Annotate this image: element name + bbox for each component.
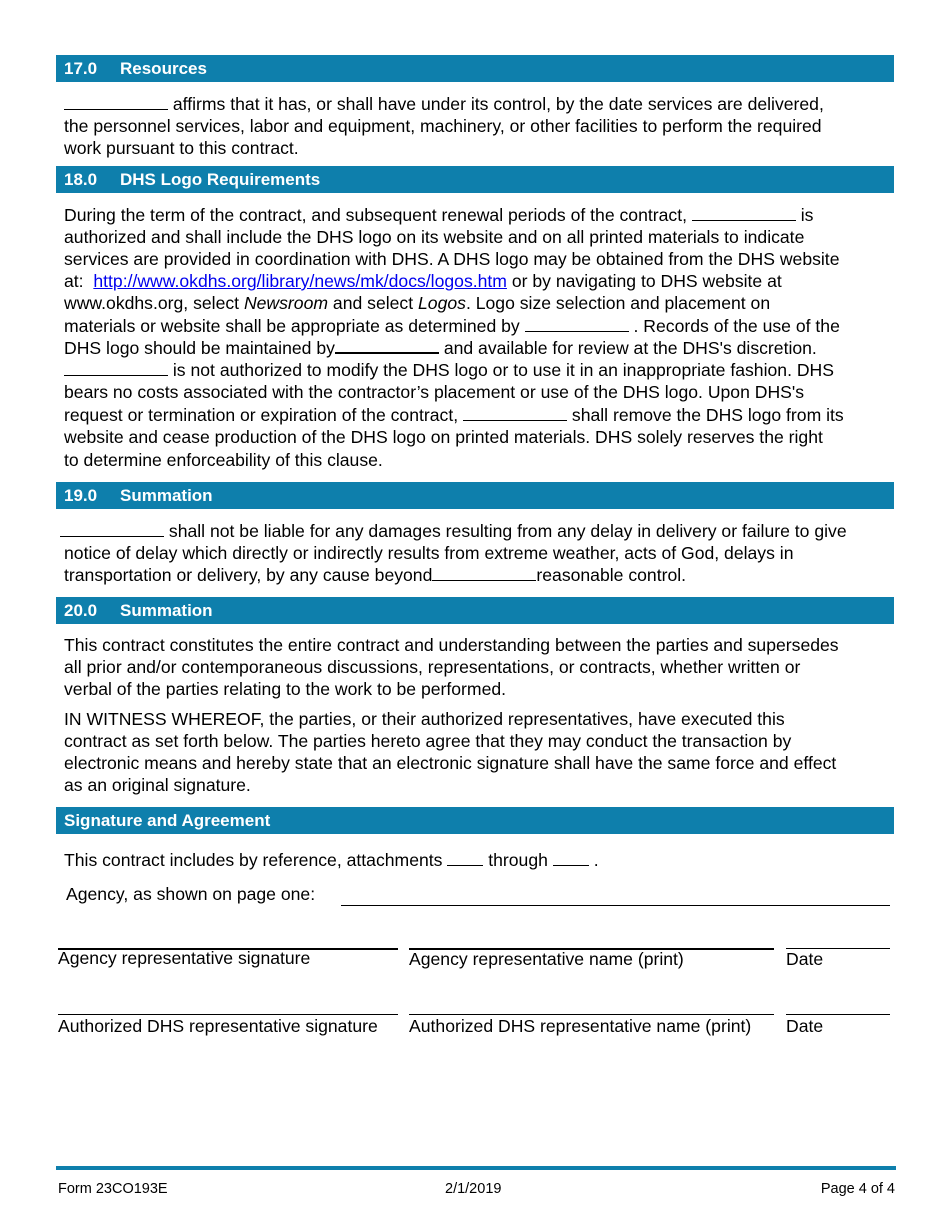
text: This contract includes by reference, attachments	[64, 850, 443, 870]
section-title: DHS Logo Requirements	[120, 170, 321, 189]
contractor-blank[interactable]	[525, 317, 629, 332]
section-header-20	[56, 597, 894, 624]
text: and select	[332, 293, 414, 313]
text: materials or website shall be appropriate as determined by	[64, 316, 520, 336]
text: request or termination or expiration of the contract,	[64, 405, 459, 425]
attachment-to-blank[interactable]	[553, 851, 589, 866]
text: . Records of the use of the	[633, 316, 840, 336]
s20-p1-line-3: verbal of the parties relating to the work to be performed.	[64, 679, 507, 699]
s17-line-3: work pursuant to this contract.	[64, 138, 299, 158]
section-number: 17.0	[64, 59, 98, 78]
text: is not authorized to modify the DHS logo or to use it in an inappropriate fashion. DHS	[172, 360, 834, 380]
s20-p1-line-2: all prior and/or contemporaneous discussions, representations, or contracts, whether written or	[64, 657, 801, 677]
s20-p2-line-2: contract as set forth below. The parties hereto agree that they may conduct the transaction by	[64, 731, 792, 751]
s17-line-2: the personnel services, labor and equipment, machinery, or other facilities to perform the required	[64, 116, 822, 136]
logos-text: Logos	[418, 293, 466, 313]
section-header-signature	[56, 807, 894, 834]
agency-name-line[interactable]	[341, 905, 890, 906]
s18-line-5	[64, 292, 770, 314]
text: and available for review at the DHS's discretion.	[443, 338, 817, 358]
s18-line-6	[64, 315, 840, 337]
s18-line-1	[64, 204, 813, 226]
agency-label: Agency, as shown on page one:	[66, 884, 316, 904]
attachments-line	[64, 849, 599, 871]
footer-date: 2/1/2019	[445, 1181, 502, 1197]
section-number: 18.0	[64, 170, 98, 189]
contractor-blank[interactable]	[692, 206, 796, 221]
section-header-19	[56, 482, 894, 509]
footer-rule	[56, 1166, 896, 1170]
contractor-blank[interactable]	[64, 361, 168, 376]
text: at:	[64, 271, 84, 291]
s20-p2-line-3: electronic means and hereby state that an electronic signature shall have the same force and effect	[64, 753, 837, 773]
section-header-18	[56, 166, 894, 193]
section-header-17	[56, 55, 894, 82]
s17-line-1	[64, 93, 824, 115]
text: is	[800, 205, 814, 225]
agency-date-label: Date	[786, 949, 824, 969]
dhs-logo-link[interactable]: http://www.okdhs.org/library/news/mk/docs/logos.htm	[93, 271, 507, 291]
text: www.okdhs.org, select	[64, 293, 240, 313]
text: affirms that it has, or shall have under its control, by the date services are delivered,	[172, 94, 824, 114]
s18-line-12: to determine enforceability of this clause.	[64, 450, 383, 470]
section-number: 20.0	[64, 601, 98, 620]
s20-p1-line-1: This contract constitutes the entire contract and understanding between the parties and supersedes	[64, 635, 839, 655]
s19-line-1	[60, 520, 847, 542]
newsroom-text: Newsroom	[243, 293, 329, 313]
text: transportation or delivery, by any cause beyond	[64, 565, 433, 585]
s18-line-7	[64, 337, 817, 359]
section-number: 19.0	[64, 486, 98, 505]
contractor-blank[interactable]	[432, 566, 536, 581]
dhs-signature-label: Authorized DHS representative signature	[58, 1016, 378, 1036]
s18-line-2: authorized and shall include the DHS logo on its website and on all printed materials to indicate	[64, 227, 805, 247]
s20-p2-line-1: IN WITNESS WHEREOF, the parties, or their authorized representatives, have executed this	[64, 709, 785, 729]
text: reasonable control.	[536, 565, 687, 585]
s18-line-8	[64, 359, 834, 381]
section-title: Summation	[120, 486, 213, 505]
contractor-blank[interactable]	[463, 406, 567, 421]
text: DHS logo should be maintained by	[64, 338, 335, 358]
footer-form-number: Form 23CO193E	[58, 1181, 168, 1197]
section-title: Resources	[120, 59, 207, 78]
contractor-blank[interactable]	[335, 338, 439, 354]
contractor-blank[interactable]	[60, 522, 164, 537]
s18-line-9: bears no costs associated with the contractor’s placement or use of the DHS logo. Upon DHS's	[64, 382, 805, 402]
text: During the term of the contract, and subsequent renewal periods of the contract,	[64, 205, 687, 225]
s18-line-10	[64, 404, 844, 426]
contractor-blank[interactable]	[64, 95, 168, 110]
attachment-from-blank[interactable]	[447, 851, 483, 866]
s18-line-11: website and cease production of the DHS logo on printed materials. DHS solely reserves the right	[64, 427, 823, 447]
text: shall not be liable for any damages resulting from any delay in delivery or failure to give	[168, 521, 847, 541]
text: . Logo size selection and placement on	[465, 293, 771, 313]
dhs-name-label: Authorized DHS representative name (print)	[409, 1016, 752, 1036]
s19-line-2: notice of delay which directly or indirectly results from extreme weather, acts of God, delays in	[64, 543, 794, 563]
footer-page-number: Page 4 of 4	[820, 1181, 895, 1197]
section-title: Summation	[120, 601, 213, 620]
agency-signature-label: Agency representative signature	[58, 948, 311, 968]
dhs-date-label: Date	[786, 1016, 824, 1036]
text: through	[488, 850, 548, 870]
s20-p2-line-4: as an original signature.	[64, 775, 251, 795]
section-title: Signature and Agreement	[64, 811, 271, 830]
s18-line-3: services are provided in coordination with DHS. A DHS logo may be obtained from the DHS website	[64, 249, 840, 269]
s18-line-4	[64, 270, 782, 292]
agency-name-label: Agency representative name (print)	[409, 949, 684, 969]
s19-line-3	[64, 564, 686, 586]
text: or by navigating to DHS website at	[511, 271, 782, 291]
text: .	[593, 850, 599, 870]
text: shall remove the DHS logo from its	[571, 405, 844, 425]
